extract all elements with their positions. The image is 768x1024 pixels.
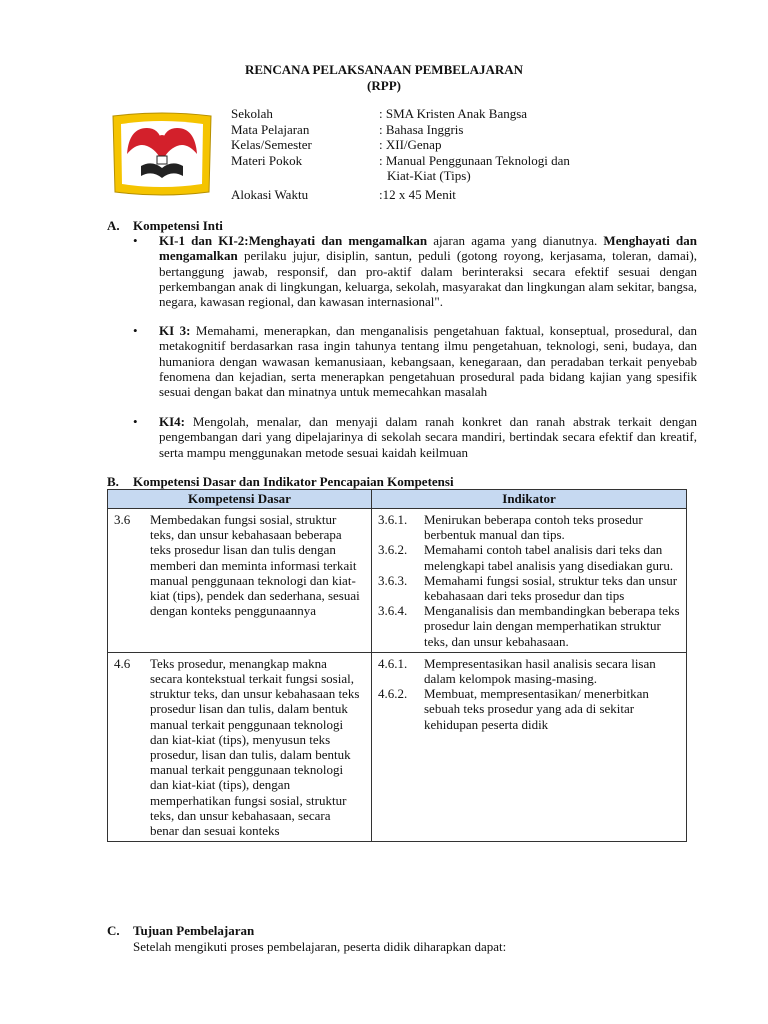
info-value: :12 x 45 Menit [379, 186, 456, 202]
kd-text: Teks prosedur, menangkap makna secara kontekstual terkait fungsi sosial, struktur teks, dan unsur kebahasaan teks prosedur lisan dan tulis, dalam bentuk manual terkait penggunaan teknologi dan kiat-kiat (tips), menyusun teks prosedur, lisan dan tulis, dalam bentuk manual terkait penggunaan teknologi dan kiat-kiat (tips), dengan memperhatikan fungsi sosial, struktur teks, dan unsur kebahasaan, secara benar dan sesuai konteks [150, 655, 360, 839]
kd-number: 3.6 [114, 512, 131, 527]
doc-title: RENCANA PELAKSANAAN PEMBELAJARAN [244, 62, 524, 77]
table-header-row [108, 490, 687, 509]
kd-number: 4.6 [114, 655, 131, 671]
info-label: Kelas/Semester [231, 137, 312, 152]
item-bold: Menghayati dan mengamalkan [159, 233, 697, 264]
indicator-cell [372, 652, 687, 841]
info-label: Sekolah [231, 106, 273, 121]
school-logo-icon [107, 112, 217, 196]
indicator-number: 4.6.1. [378, 655, 408, 671]
item-bold: KI4: [159, 414, 185, 429]
bullet-icon: • [133, 233, 138, 248]
indicator-text: Menganalisis dan membandingkan beberapa teks prosedur lain dengan memperhatikan struktur teks, dan unsur kebahasaan. [424, 603, 680, 649]
indicator-text: Mempresentasikan hasil analisis secara lisan dalam kelompok masing-masing. [424, 655, 656, 687]
indicator-item [378, 512, 682, 542]
section-title: Kompetensi Dasar dan Indikator Pencapaian Kompetensi [133, 474, 454, 489]
doc-subtitle: (RPP) [367, 78, 401, 93]
info-label: Alokasi Waktu [231, 186, 309, 202]
indicator-text: Membuat, mempresentasikan/ menerbitkan sebuah teks prosedur yang ada di sekitar kehidupan peserta didik [424, 686, 649, 732]
info-value: : Manual Penggunaan Teknologi dan [379, 152, 570, 168]
indicator-item [378, 573, 682, 603]
list-item [133, 323, 697, 399]
item-text: Mengolah, menalar, dan menyaji dalam ranah konkret dan ranah abstrak terkait dengan pengembangan dari yang dipelajarinya di sekolah secara mandiri, bertindak secara efektif dan kreatif, serta mampu menggunakan metode sesuai kaidah keilmuan [159, 414, 697, 460]
section-number: A. [107, 218, 120, 233]
bullet-icon: • [133, 414, 138, 429]
indicator-number: 4.6.2. [378, 686, 408, 702]
kd-cell [108, 509, 372, 653]
col-ind-header: Indikator [372, 490, 687, 509]
list-item [133, 233, 697, 309]
indicator-text: Menirukan beberapa contoh teks prosedur berbentuk manual dan tips. [424, 512, 643, 543]
item-bold: KI 3: [159, 323, 191, 338]
table-row [108, 509, 687, 653]
indicator-cell [372, 509, 687, 653]
item-text: Memahami, menerapkan, dan menganalisis pengetahuan faktual, konseptual, prosedural, dan metakognitif berdasarkan rasa ingin tahunya tentang ilmu pengetahuan, teknologi, seni, budaya, dan humaniora dengan wawasan kemanusiaan, kebangsaan, kenegaraan, dan peradaban terkait penyebab fenomena dan kejadian, serta menerapkan pengetahuan prosedural pada bidang kajian yang spesifik sesuai dengan bakat dan minatnya untuk memecahkan masalah [159, 323, 697, 400]
info-label: Materi Pokok [231, 152, 303, 168]
section-number: C. [107, 923, 120, 938]
section-title: Kompetensi Inti [133, 218, 223, 233]
info-value: Kiat-Kiat (Tips) [387, 168, 471, 183]
info-label: Mata Pelajaran [231, 121, 310, 137]
item-bold: KI-1 dan KI-2:Menghayati dan mengamalkan [159, 233, 428, 248]
section-title: Tujuan Pembelajaran [133, 923, 255, 938]
section-c-text: Setelah mengikuti proses pembelajaran, peserta didik diharapkan dapat: [133, 939, 507, 954]
section-number: B. [107, 474, 119, 489]
table-row [108, 652, 687, 841]
info-value: : Bahasa Inggris [379, 121, 464, 137]
indicator-item [378, 656, 682, 686]
indicator-item [378, 686, 682, 732]
section-a-heading [107, 218, 223, 234]
indicator-text: Memahami contoh tabel analisis dari teks dan melengkapi tabel analisis yang disediakan guru. [424, 542, 674, 573]
indicator-text: Memahami fungsi sosial, struktur teks dan unsur kebahasaan dari teks prosedur dan tips [424, 572, 678, 604]
info-value: : XII/Genap [379, 137, 442, 152]
item-text: perilaku jujur, disiplin, santun, peduli (gotong royong, kerjasama, toleran, damai), bertanggung jawab, responsif, dan pro-aktif dalam berinteraksi secara efektif sesuai dengan perkembangan anak di lingkungan, keluarga, sekolah, masyarakat dan lingkungan alam sekitar, bangsa, negara, kawasan regional, dan kawasan internasional". [159, 248, 697, 310]
bullet-icon: • [133, 323, 138, 338]
indicator-number: 3.6.4. [378, 603, 408, 619]
info-value: : SMA Kristen Anak Bangsa [379, 106, 528, 121]
kd-text: Membedakan fungsi sosial, struktur teks, dan unsur kebahasaan beberapa teks prosedur lisan dan tulis dengan memberi dan meminta informasi terkait manual penggunaan teknologi dan kiat-kiat (tips), pendek dan sederhana, sesuai dengan konteks penggunaannya [150, 512, 360, 619]
item-text: ajaran agama yang dianutnya. [427, 233, 604, 248]
list-item [133, 414, 697, 460]
indicator-number: 3.6.1. [378, 512, 408, 527]
indicator-number: 3.6.2. [378, 542, 408, 558]
section-c-heading [107, 923, 254, 939]
col-kd-header: Kompetensi Dasar [108, 490, 372, 509]
indicator-item [378, 603, 682, 649]
indicator-number: 3.6.3. [378, 572, 408, 588]
section-b-heading [107, 474, 454, 490]
kd-cell [108, 652, 372, 841]
indicator-item [378, 542, 682, 572]
kd-table [107, 489, 687, 842]
